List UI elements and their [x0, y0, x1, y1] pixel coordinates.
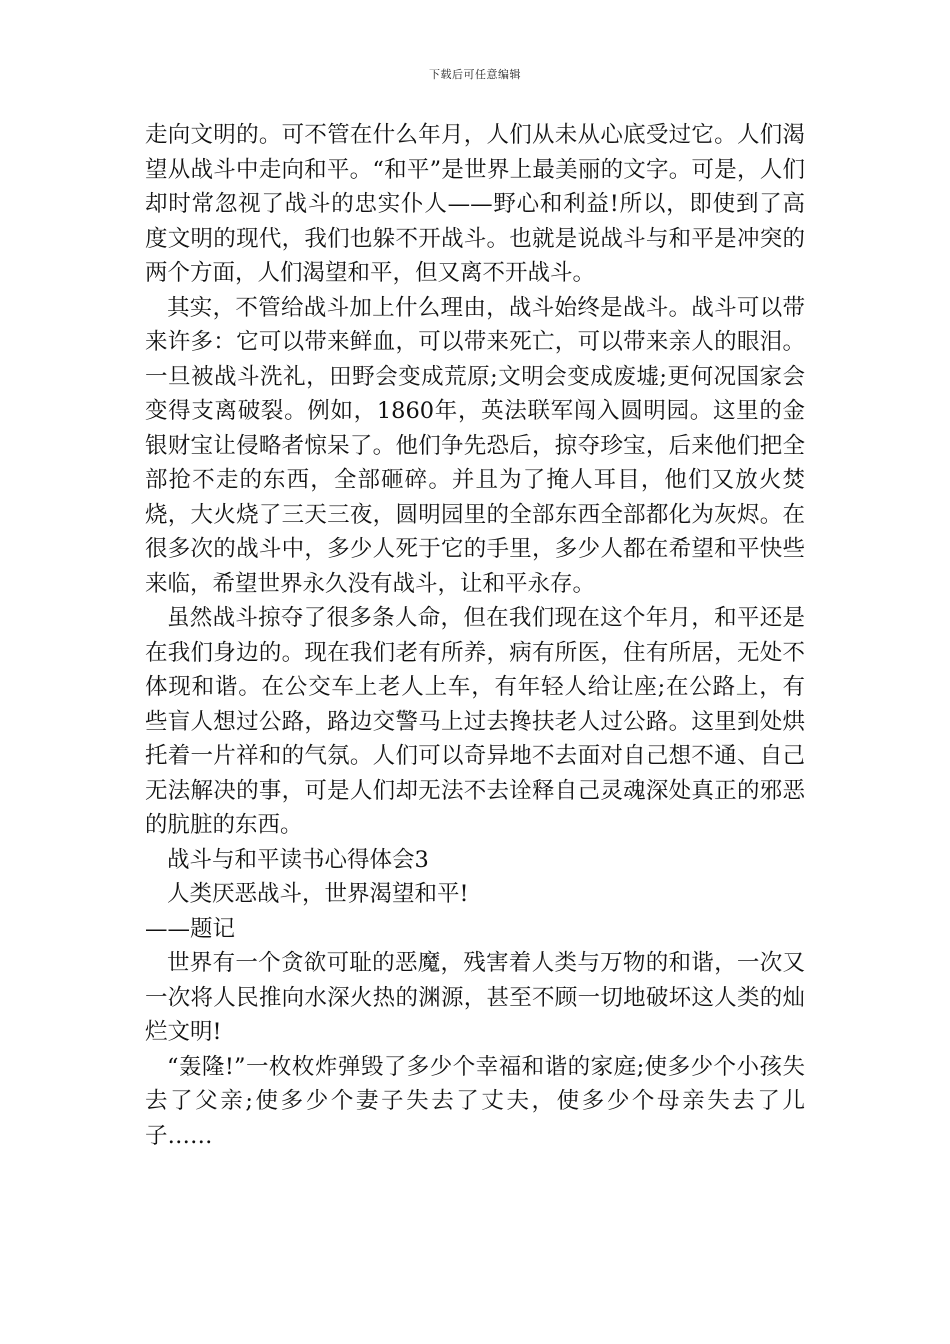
paragraph-bombs: “轰隆!”一枚枚炸弹毁了多少个幸福和谐的家庭;使多少个小孩失去了父亲;使多少个妻子失去了丈夫，使多少个母亲失去了儿子……	[145, 1053, 805, 1149]
section-title: 战斗与和平读书心得体会3	[167, 846, 429, 873]
page-header-note: 下载后可任意编辑	[429, 68, 521, 81]
paragraph-demon: 世界有一个贪欲可耻的恶魔，残害着人类与万物的和谐，一次又一次将人民推向水深火热的渊源，甚至不顾一切地破坏这人类的灿烂文明!	[145, 950, 805, 1045]
paragraph-continued: 走向文明的。可不管在什么年月，人们从未从心底受过它。人们渴望从战斗中走向和平。“和平”是世界上最美丽的文字。可是，人们却时常忽视了战斗的忠实仆人——野心和利益!所以，即使到了高度文明的现代，我们也躲不开战斗。也就是说战斗与和平是冲突的两个方面，人们渴望和平，但又离不开战斗。	[145, 122, 805, 286]
paragraph-war-cost: 其实，不管给战斗加上什么理由，战斗始终是战斗。战斗可以带来许多：它可以带来鲜血，可以带来死亡，可以带来亲人的眼泪。一旦被战斗洗礼，田野会变成荒原;文明会变成废墟;更何况国家会变得支离破裂。例如，1860年，英法联军闯入圆明园。这里的金银财宝让侵略者惊呆了。他们争先恐后，掠夺珍宝，后来他们把全部抢不走的东西，全部砸碎。并且为了掩人耳目，他们又放火焚烧，大火烧了三天三夜，圆明园里的全部东西全部都化为灰烬。在很多次的战斗中，多少人死于它的手里，多少人都在希望和平快些来临，希望世界永久没有战斗，让和平永存。	[145, 294, 805, 597]
epigraph-attribution: ——题记	[145, 915, 236, 942]
epigraph: 人类厌恶战斗，世界渴望和平!	[167, 881, 469, 907]
document-body	[145, 118, 805, 1153]
paragraph-peace-today: 虽然战斗掠夺了很多条人命，但在我们现在这个年月，和平还是在我们身边的。现在我们老有所养，病有所医，住有所居，无处不体现和谐。在公交车上老人上车，有年轻人给让座;在公路上，有些盲人想过公路，路边交警马上过去搀扶老人过公路。这里到处烘托着一片祥和的气氛。人们可以奇异地不去面对自己想不通、自己无法解决的事，可是人们却无法不去诠释自己灵魂深处真正的邪恶的肮脏的东西。	[145, 605, 805, 838]
